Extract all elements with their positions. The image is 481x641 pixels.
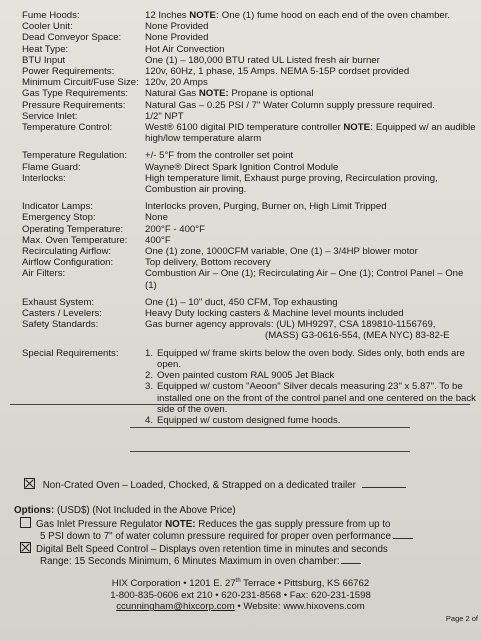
spec-value: 1/2" NPT <box>145 110 184 122</box>
spec-label: Interlocks: <box>22 172 66 184</box>
spec-list <box>22 10 477 426</box>
spec-value: One (1) – 180,000 BTU rated UL Listed fresh air burner <box>145 54 380 66</box>
blank-line <box>130 427 410 428</box>
spec-label: Temperature Regulation: <box>22 150 128 162</box>
spec-row <box>22 122 477 144</box>
spec-label: Exhaust System: <box>22 296 94 308</box>
spec-value: Heavy Duty locking casters & Machine level mounts included <box>145 308 404 320</box>
spec-label: Temperature Control: <box>22 122 113 134</box>
spec-row <box>22 77 477 88</box>
spec-row <box>22 111 477 122</box>
spec-value: None Provided <box>145 21 209 33</box>
spec-label: Casters / Levelers: <box>22 308 102 320</box>
spec-value: 200°F - 400°F <box>145 223 205 235</box>
spec-value: West® 6100 digital PID temperature controller NOTE: Equipped w/ an audible high/low temperature alarm <box>145 122 476 145</box>
spec-row <box>22 150 477 161</box>
fill-line <box>362 487 406 488</box>
spec-label: Gas Type Requirements: <box>22 88 128 100</box>
footer-address: HIX Corporation • 1201 E. 27th Terrace • Pittsburg, KS 66762 <box>111 578 370 590</box>
spec-label: Airflow Configuration: <box>22 257 114 269</box>
spec-value: Gas burner agency approvals: (UL) MH9297, CSA 189810-1156769, <box>145 319 436 331</box>
spec-label: Dead Conveyor Space: <box>22 32 122 44</box>
spec-label: Recirculating Airflow: <box>22 246 112 258</box>
options-heading: Options: <box>14 505 55 516</box>
spec-row <box>22 21 477 32</box>
spec-label: BTU Input <box>22 54 66 66</box>
spec-value: Combustion Air – One (1); Recirculating Air – One (1); Control Panel – One (1) <box>145 268 464 291</box>
spec-label: Max. Oven Temperature: <box>22 234 128 246</box>
option-item: Gas Inlet Pressure Regulator NOTE: Reduces the gas supply pressure from up to <box>14 517 474 531</box>
spec-row <box>22 257 477 268</box>
spec-label: Emergency Stop: <box>22 212 96 224</box>
blank-line <box>130 451 410 452</box>
spec-value: Interlocks proven, Purging, Burner on, High Limit Tripped <box>145 201 387 213</box>
spec-row <box>22 246 477 257</box>
requirement-item: 2. Oven painted custom RAL 9005 Jet Black <box>145 370 335 382</box>
requirement-item: 3. Equipped w/ custom "Aeoon" Silver decals measuring 23" x 5.87". To be installed one on the front of the control panel and one centered on the back side of the oven. <box>145 381 476 415</box>
spec-label: Minimum Circuit/Fuse Size: <box>22 77 139 89</box>
spec-label: Heat Type: <box>22 43 69 55</box>
checkbox-checked-icon[interactable] <box>24 478 35 489</box>
spec-label: Safety Standards: <box>22 319 99 331</box>
spec-value: None <box>145 212 168 224</box>
spec-row <box>22 32 477 43</box>
spec-value: (MASS) G3-0616-554, (MEA NYC) 83-82-E <box>265 330 450 342</box>
crating-text: Non-Crated Oven – Loaded, Chocked, & Strapped on a dedicated trailer <box>42 480 356 491</box>
spec-row <box>22 173 477 195</box>
spec-value: 120v, 20 Amps <box>145 77 208 89</box>
spec-label: Service Inlet: <box>22 110 78 122</box>
footer-website: • Website: www.hixovens.com <box>234 601 365 613</box>
spec-value: Natural Gas – 0.25 PSI / 7" Water Column supply pressure required. <box>145 99 435 111</box>
footer-phones: 1-800-835-0606 ext 210 • 620-231-8568 • Fax: 620-231-1598 <box>110 589 371 601</box>
checkbox-icon[interactable] <box>20 517 31 528</box>
spec-value: Top delivery, Bottom recovery <box>145 257 271 269</box>
requirement-item: 4. Equipped w/ custom designed fume hoods. <box>145 414 341 426</box>
spec-row <box>22 55 477 66</box>
footer <box>0 576 481 613</box>
spec-value: One (1) – 10" duct, 450 CFM, Top exhausting <box>145 296 338 308</box>
options-section <box>14 505 474 568</box>
spec-label: Cooler Unit: <box>22 21 73 33</box>
spec-value: 400°F <box>145 234 171 246</box>
spec-row <box>22 66 477 77</box>
spec-row <box>22 308 477 319</box>
spec-label: Operating Temperature: <box>22 223 124 235</box>
spec-label: Indicator Lamps: <box>22 201 93 213</box>
checkbox-checked-icon[interactable] <box>20 542 31 553</box>
spec-row <box>22 297 477 308</box>
spec-label: Pressure Requirements: <box>22 99 126 111</box>
spec-row <box>22 319 477 330</box>
spec-row <box>22 100 477 111</box>
spec-label: Power Requirements: <box>22 66 115 78</box>
spec-row <box>22 201 477 212</box>
spec-label: Fume Hoods: <box>22 10 80 21</box>
spec-row <box>22 235 477 246</box>
spec-row <box>22 10 477 21</box>
spec-row <box>22 44 477 55</box>
spec-row <box>22 330 477 341</box>
option-continuation: 5 PSI down to 7" of water column pressure required for proper oven performance <box>14 531 474 543</box>
spec-row <box>22 212 477 223</box>
option-item: Digital Belt Speed Control – Displays oven retention time in minutes and seconds <box>14 542 474 556</box>
spec-value: 120v, 60Hz, 1 phase, 15 Amps. NEMA 5-15P cordset provided <box>145 66 410 78</box>
special-requirements <box>22 348 477 426</box>
spec-label: Air Filters: <box>22 268 66 280</box>
footer-email-link[interactable]: ccunningham@hixcorp.com <box>116 601 235 613</box>
page-number: Page 2 of <box>445 614 478 623</box>
requirement-item: 1. Equipped w/ frame skirts below the oven body. Sides only, both ends are open. <box>145 347 465 370</box>
crating-option <box>24 478 406 491</box>
spec-value: High temperature limit, Exhaust purge proving, Recirculation proving, Combustion air proving. <box>145 172 438 196</box>
options-note: (USD$) (Not Included in the Above Price) <box>57 505 236 516</box>
option-continuation: Range: 15 Seconds Minimum, 6 Minutes Maximum in oven chamber: <box>14 556 474 568</box>
spec-value: None Provided <box>145 32 209 44</box>
spec-value: Natural Gas NOTE: Propane is optional <box>145 88 314 100</box>
blank-line <box>10 404 470 405</box>
spec-row <box>22 88 477 99</box>
spec-value: One (1) zone, 1000CFM variable, One (1) – 3/4HP blower motor <box>145 246 418 258</box>
spec-label <box>22 330 145 341</box>
spec-row <box>22 268 477 290</box>
spec-value: 12 Inches NOTE: One (1) fume hood on each end of the oven chamber. <box>145 10 451 21</box>
spec-label: Flame Guard: <box>22 161 81 173</box>
spec-label: Special Requirements: <box>22 347 119 359</box>
spec-value: +/- 5°F from the controller set point <box>145 150 294 162</box>
spec-row <box>22 162 477 173</box>
spec-row <box>22 224 477 235</box>
spec-value: Wayne® Direct Spark Ignition Control Module <box>145 161 339 173</box>
spec-value: Hot Air Convection <box>145 43 225 55</box>
